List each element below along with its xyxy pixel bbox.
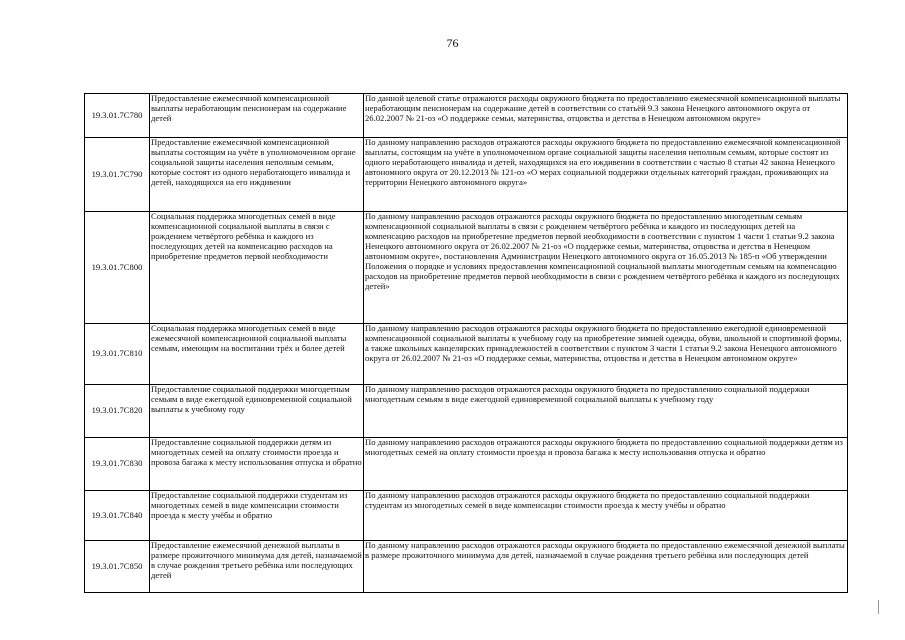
target-article-code: 19.3.01.7С820	[85, 385, 150, 438]
article-name: Предоставление социальной поддержки студентам из многодетных семей в виде компенсации стоимости проезда к месту учёбы и обратно	[150, 491, 364, 541]
budget-classification-table	[84, 93, 848, 593]
article-name: Предоставление ежемесячной компенсационной выплаты состоящим на учёте в уполномоченном органе социальной защиты населения неполным семьям, которые состоят из одного неработающего инвалида и детей, находящихся на его иждивении	[150, 138, 364, 212]
article-name: Социальная поддержка многодетных семей в виде компенсационной социальной выплаты в связи с рождением четвёртого ребёнка и каждого из последующих детей на компенсацию расходов на приобретение предметов первой необходимости	[150, 212, 364, 324]
article-description: По данному направлению расходов отражаются расходы окружного бюджета по предоставлению ежемесячной компенсационной выплаты, состоящим на учёте в уполномоченном органе социальной защиты населения неполным семьям, которые состоят из одного неработающего инвалида и детей, находящихся на его иждивении в соответствии с частью 8 статьи 42 закона Ненецкого автономного округа от 20.12.2013 № 121-оз «О мерах социальной поддержки отдельных категорий граждан, проживающих на территории Ненецкого автономного округа»	[364, 138, 848, 212]
article-description: По данной целевой статье отражаются расходы окружного бюджета по предоставлению ежемесячной компенсационной выплаты неработающим пенсионерам на содержание детей в соответствии со статьёй 9.3 закона Ненецкого автономного округа от 26.02.2007 № 21-оз «О поддержке семьи, материнства, отцовства и детства в Ненецком автономном округе»	[364, 94, 848, 138]
page-number: 76	[446, 36, 459, 50]
table-row	[85, 491, 848, 541]
table-row	[85, 138, 848, 212]
article-name: Предоставление социальной поддержки многодетным семьям в виде ежегодной единовременной социальной выплаты к учебному году	[150, 385, 364, 438]
article-description: По данному направлению расходов отражаются расходы окружного бюджета по предоставлению социальной поддержки студентам из многодетных семей в виде компенсации стоимости проезда к месту учёбы и обратно	[364, 491, 848, 541]
article-name: Предоставление ежемесячной денежной выплаты в размере прожиточного минимума для детей, назначаемой в случае рождения третьего ребёнка или последующих детей	[150, 541, 364, 593]
article-description: По данному направлению расходов отражаются расходы окружного бюджета по предоставлению ежемесячной денежной выплаты в размере прожиточного минимума для детей, назначаемой в случае рождения третьего ребёнка или последующих детей	[364, 541, 848, 593]
scan-edge-mark	[878, 600, 879, 614]
article-description: По данному направлению расходов отражаются расходы окружного бюджета по предоставлению многодетным семьям компенсационной социальной выплаты в связи с рождением четвёртого ребёнка и каждого из последующих детей на компенсацию расходов на приобретение предметов первой необходимости в соответствии с пунктом 1 части 1 статьи 9.2 закона Ненецкого автономного округа от 26.02.2007 № 21-оз «О поддержке семьи, материнства, отцовства и детства в Ненецком автономном округе», постановления Администрации Ненецкого автономного округа от 16.05.2013 № 185-п «Об утверждении Положения о порядке и условиях предоставления компенсационной социальной выплаты многодетным семьям на компенсацию расходов на приобретение предметов первой необходимости в связи с рождением четвёртого ребёнка и каждого из последующих детей»	[364, 212, 848, 324]
article-name: Социальная поддержка многодетных семей в виде ежемесячной компенсационной социальной выплаты семьям, имеющим на воспитании трёх и более детей	[150, 324, 364, 385]
table-row	[85, 212, 848, 324]
article-description: По данному направлению расходов отражаются расходы окружного бюджета по предоставлению социальной поддержки многодетным семьям в виде ежегодной единовременной социальной выплаты к учебному году	[364, 385, 848, 438]
table-row	[85, 438, 848, 491]
table-row	[85, 385, 848, 438]
article-description: По данному направлению расходов отражаются расходы окружного бюджета по предоставлению социальной поддержки детям из многодетных семей на оплату стоимости проезда и провоза багажа к месту использования отпуска и обратно	[364, 438, 848, 491]
table-row	[85, 324, 848, 385]
table-row	[85, 541, 848, 593]
table-row	[85, 94, 848, 138]
article-name: Предоставление социальной поддержки детям из многодетных семей на оплату стоимости проезда и провоза багажа к месту использования отпуска и обратно	[150, 438, 364, 491]
target-article-code: 19.3.01.7С800	[85, 212, 150, 324]
article-name: Предоставление ежемесячной компенсационной выплаты неработающим пенсионерам на содержание детей	[150, 94, 364, 138]
target-article-code: 19.3.01.7С810	[85, 324, 150, 385]
target-article-code: 19.3.01.7С830	[85, 438, 150, 491]
target-article-code: 19.3.01.7С840	[85, 491, 150, 541]
target-article-code: 19.3.01.7С790	[85, 138, 150, 212]
article-description: По данному направлению расходов отражаются расходы окружного бюджета по предоставлению ежегодной единовременной компенсационной социальной выплаты к учебному году на приобретение зимней одежды, обуви, школьной и спортивной формы, а также школьных канцелярских принадлежностей в соответствии с пунктом 3 части 1 статьи 9.2 закона Ненецкого автономного округа от 26.02.2007 № 21-оз «О поддержке семьи, материнства, отцовства и детства в Ненецком автономном округе»	[364, 324, 848, 385]
target-article-code: 19.3.01.7С850	[85, 541, 150, 593]
target-article-code: 19.3.01.7С780	[85, 94, 150, 138]
